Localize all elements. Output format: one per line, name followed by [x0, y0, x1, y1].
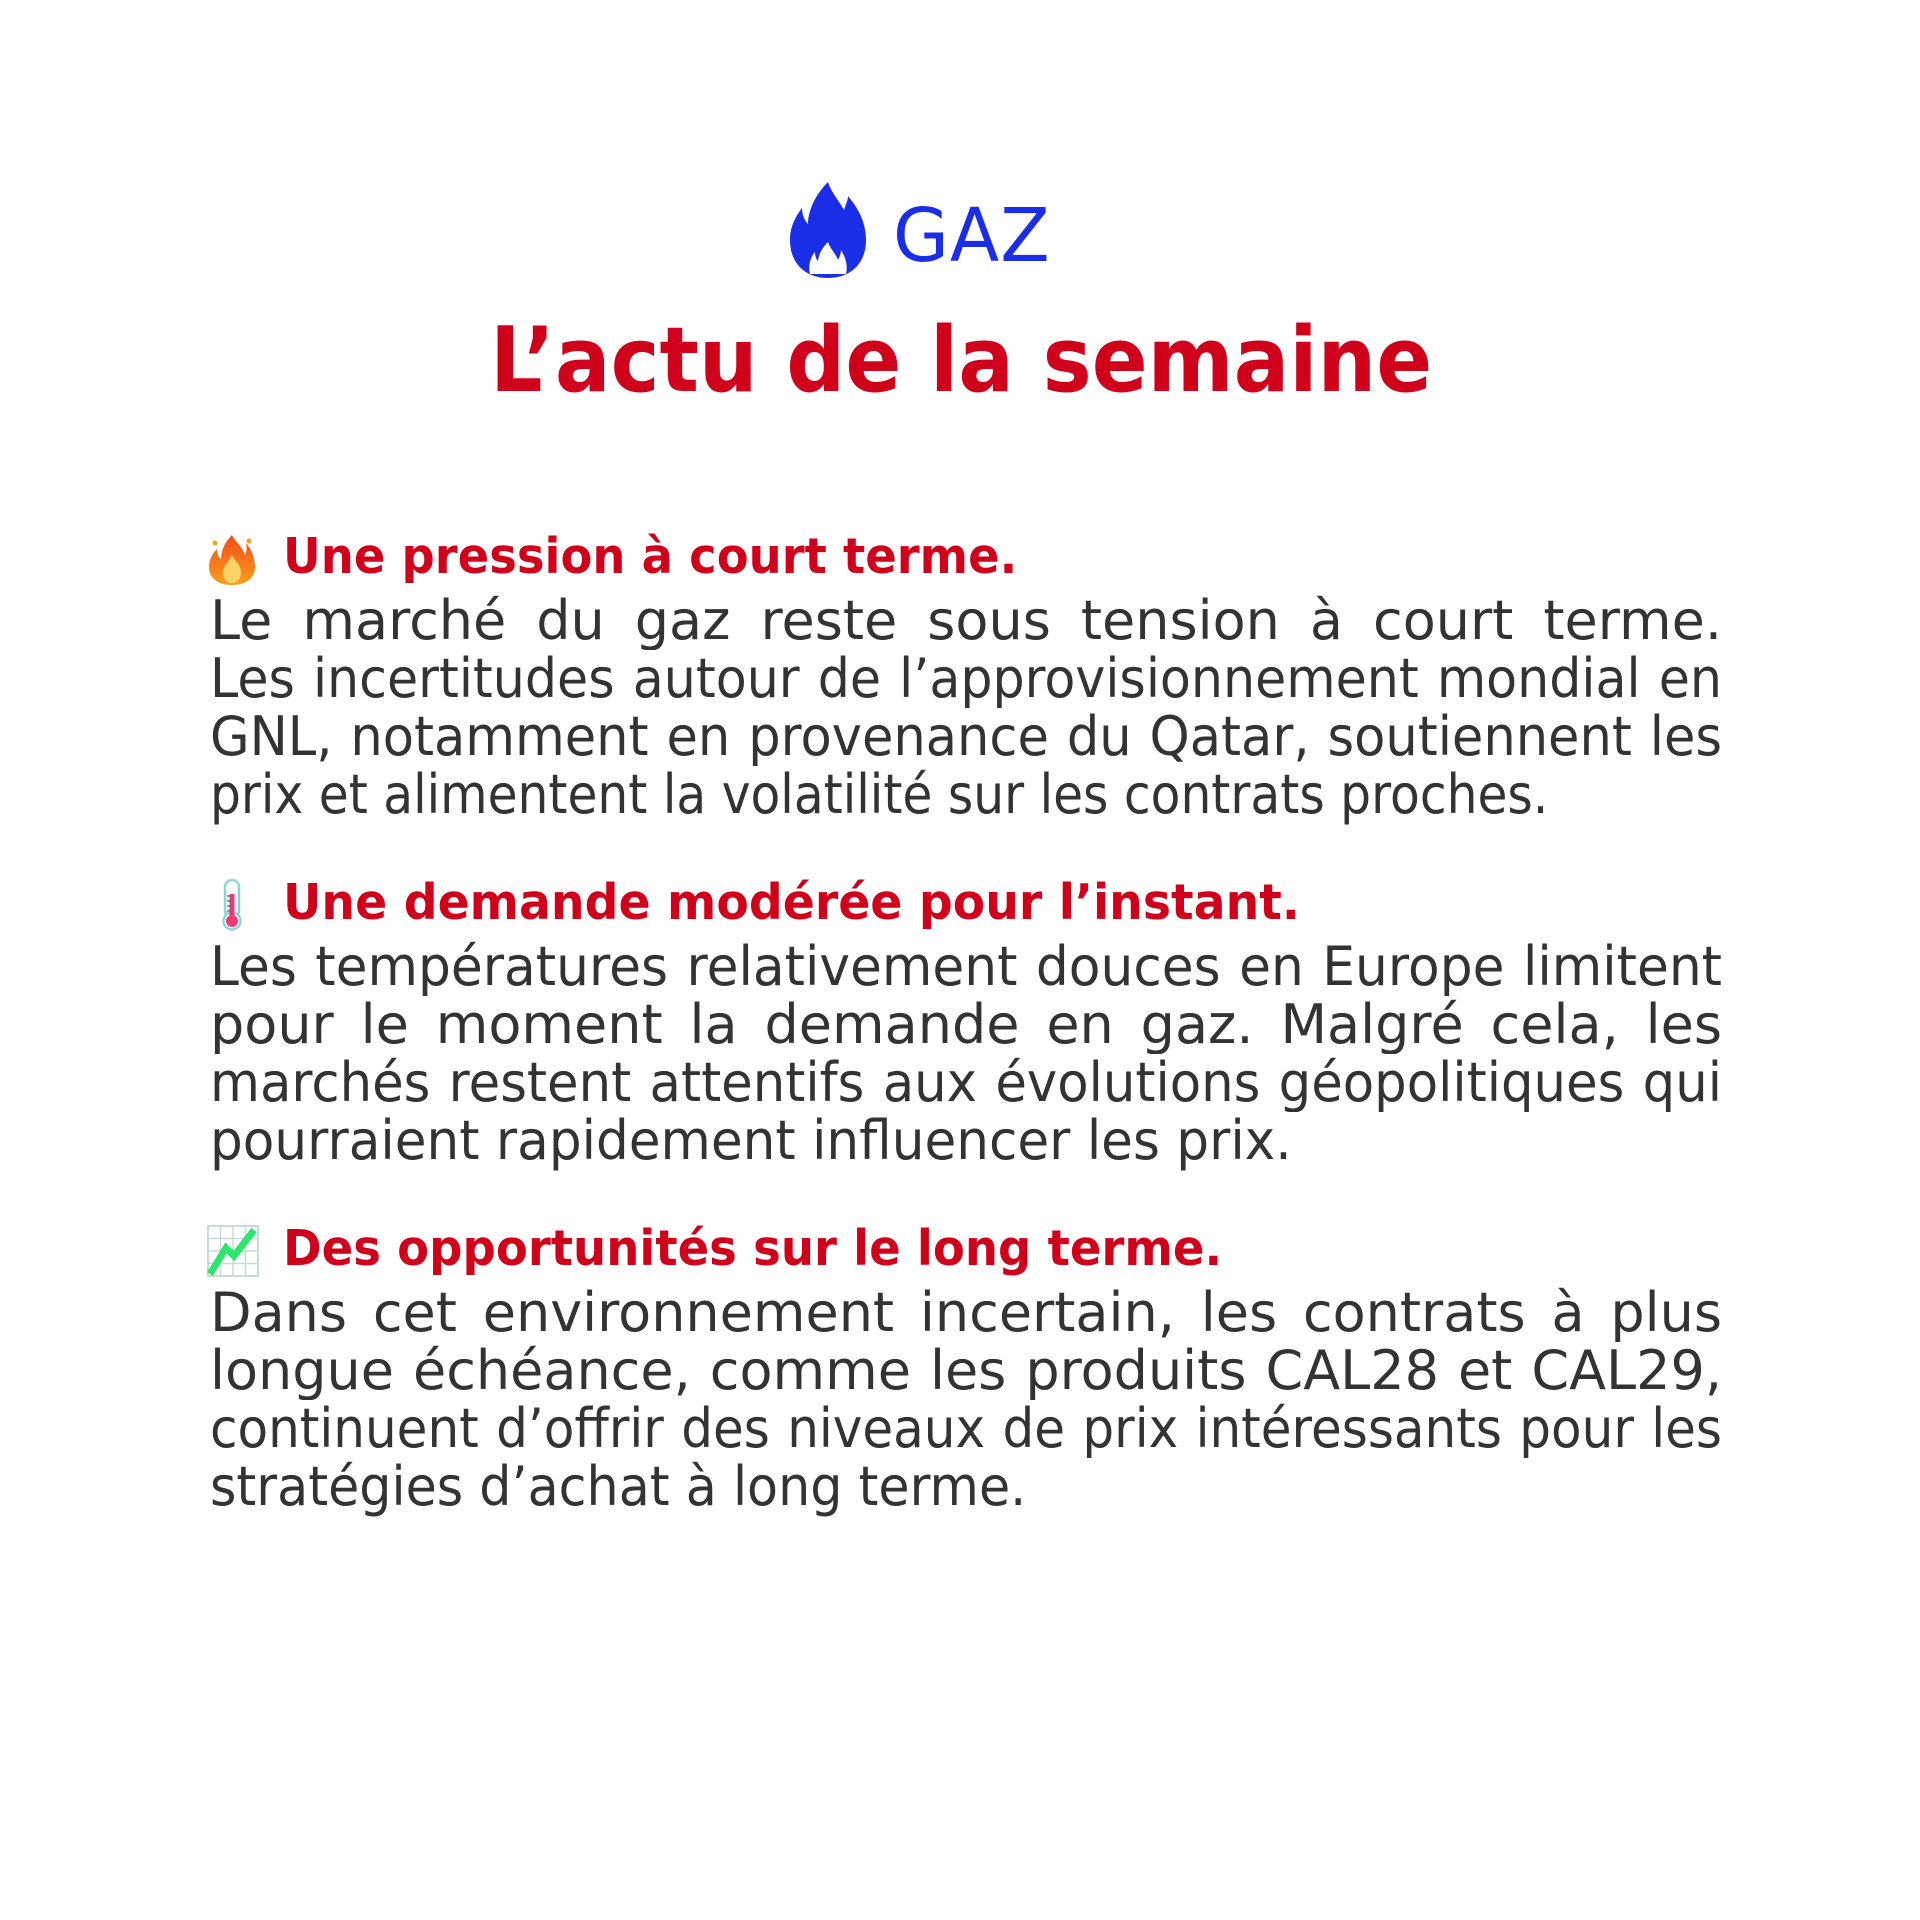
body-line: Les incertitudes autour de l’approvisionnement mondial en — [210, 650, 1722, 708]
section-heading: Une demande modérée pour l’instant. — [283, 874, 1300, 931]
body-line: Les températures relativement douces en Europe limitent — [210, 938, 1722, 996]
thermometer-emoji-icon — [205, 878, 259, 932]
body-line: marchés restent attentifs aux évolutions géopolitiques qui — [210, 1054, 1722, 1112]
body-line: prix et alimentent la volatilité sur les contrats proches. — [210, 763, 1549, 826]
body-line: Dans cet environnement incertain, les contrats à plus — [210, 1284, 1722, 1342]
body-line: pour le moment la demande en gaz. Malgré cela, les — [210, 996, 1722, 1054]
body-line: Le marché du gaz reste sous tension à court terme. — [210, 592, 1722, 650]
body-line: continuent d’offrir des niveaux de prix intéressants pour les — [210, 1400, 1722, 1458]
chart-increasing-emoji-icon — [206, 1224, 260, 1278]
body-line: stratégies d’achat à long terme. — [210, 1455, 1027, 1518]
body-line: longue échéance, comme les produits CAL28 et CAL29, — [210, 1342, 1722, 1400]
fire-emoji-icon — [205, 533, 259, 587]
section-heading: Des opportunités sur le long terme. — [283, 1220, 1223, 1277]
body-line: pourraient rapidement influencer les prix. — [210, 1109, 1292, 1172]
flame-icon — [788, 180, 868, 280]
body-line: GNL, notamment en provenance du Qatar, soutiennent les — [210, 708, 1722, 766]
section-heading: Une pression à court terme. — [283, 528, 1018, 585]
category-label: GAZ — [893, 193, 1051, 279]
page-title: L’actu de la semaine — [490, 308, 1433, 413]
